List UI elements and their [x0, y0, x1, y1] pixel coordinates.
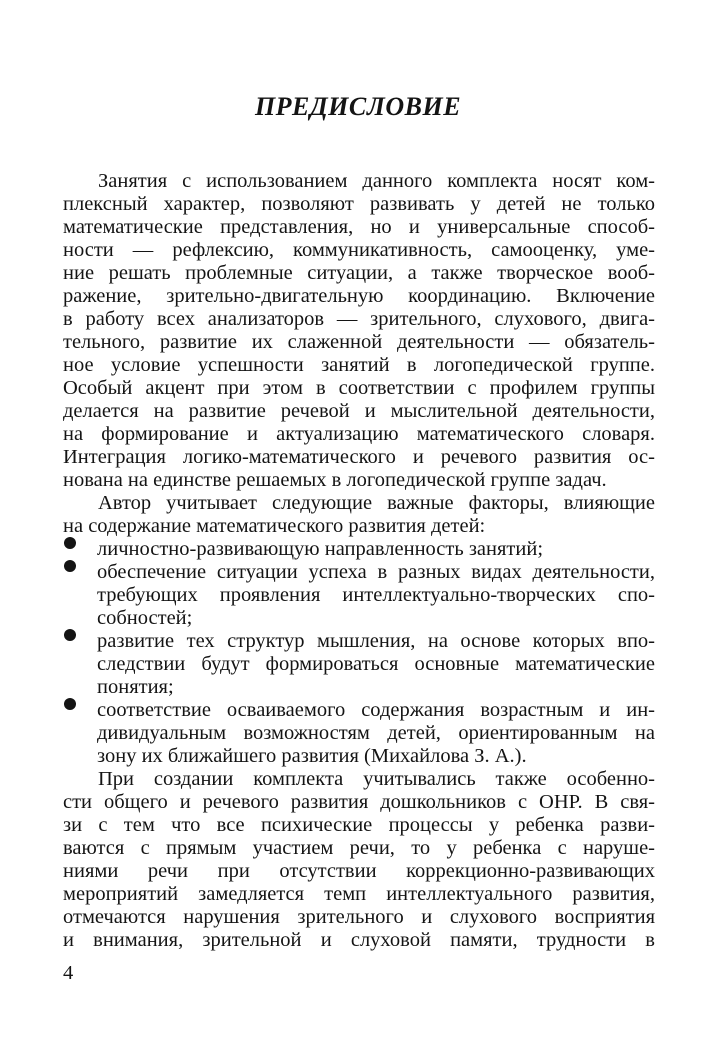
- text-line: ное условие успешности занятий в логопедической группе.: [63, 354, 655, 376]
- text-line: мероприятий замедляется темп интеллектуального развития,: [63, 883, 655, 905]
- text-line: ние решать проблемные ситуации, а также творческое вооб-: [63, 262, 655, 284]
- list-item-line: понятия;: [97, 676, 174, 698]
- bullet-point: [64, 698, 76, 710]
- text-line: зи с тем что все психические процессы у ребенка разви-: [63, 814, 655, 836]
- text-line: ниями речи при отсутствии коррекционно-развивающих: [63, 860, 655, 882]
- text-line: Особый акцент при этом в соответствии с профилем группы: [63, 377, 655, 399]
- text-line: на содержание математического развития детей:: [63, 515, 486, 537]
- text-line: ности — рефлексию, коммуникативность, самооценку, уме-: [63, 239, 655, 261]
- text-line: делается на развитие речевой и мыслительной деятельности,: [63, 400, 655, 422]
- bullet-point: [64, 560, 76, 572]
- text-line: тельного, развитие их слаженной деятельности — обязатель-: [63, 331, 655, 353]
- text-line: При создании комплекта учитывались также особенно-: [98, 768, 655, 790]
- list-item-line: обеспечение ситуации успеха в разных видах деятельности,: [97, 561, 655, 583]
- text-line: математические представления, но и универсальные способ-: [63, 216, 655, 238]
- list-item-line: развитие тех структур мышления, на основе которых впо-: [97, 630, 655, 652]
- text-line: и внимания, зрительной и слуховой памяти, трудности в: [63, 929, 655, 951]
- text-line: Интеграция логико-математического и речевого развития ос-: [63, 446, 655, 468]
- list-item-line: следствии будут формироваться основные математические: [97, 653, 655, 675]
- page-number: 4: [63, 962, 74, 984]
- list-item-line: собностей;: [97, 607, 193, 629]
- list-item-line: личностно-развивающую направленность занятий;: [97, 538, 544, 560]
- bullet-point: [64, 537, 76, 549]
- list-item-line: зону их ближайшего развития (Михайлова З. А.).: [97, 745, 527, 767]
- text-line: нована на единстве решаемых в логопедической группе задач.: [63, 469, 607, 491]
- text-line: отмечаются нарушения зрительного и слухового восприятия: [63, 906, 655, 928]
- text-line: ваются с прямым участием речи, то у ребенка с наруше-: [63, 837, 655, 859]
- list-item-line: требующих проявления интеллектуально-творческих спо-: [97, 584, 655, 606]
- bullet-point: [64, 629, 76, 641]
- list-item-line: дивидуальным возможностям детей, ориентированным на: [97, 722, 655, 744]
- page-title: ПРЕДИСЛОВИЕ: [254, 92, 462, 121]
- text-line: Занятия с использованием данного комплекта носят ком-: [98, 170, 655, 192]
- text-line: в работу всех анализаторов — зрительного, слухового, двига-: [63, 308, 655, 330]
- text-line: ражение, зрительно-двигательную координацию. Включение: [63, 285, 655, 307]
- text-line: на формирование и актуализацию математического словаря.: [63, 423, 655, 445]
- text-line: плексный характер, позволяют развивать у детей не только: [63, 193, 655, 215]
- text-line: сти общего и речевого развития дошкольников с ОНР. В свя-: [63, 791, 655, 813]
- text-line: Автор учитывает следующие важные факторы, влияющие: [98, 492, 655, 514]
- list-item-line: соответствие осваиваемого содержания возрастным и ин-: [97, 699, 655, 721]
